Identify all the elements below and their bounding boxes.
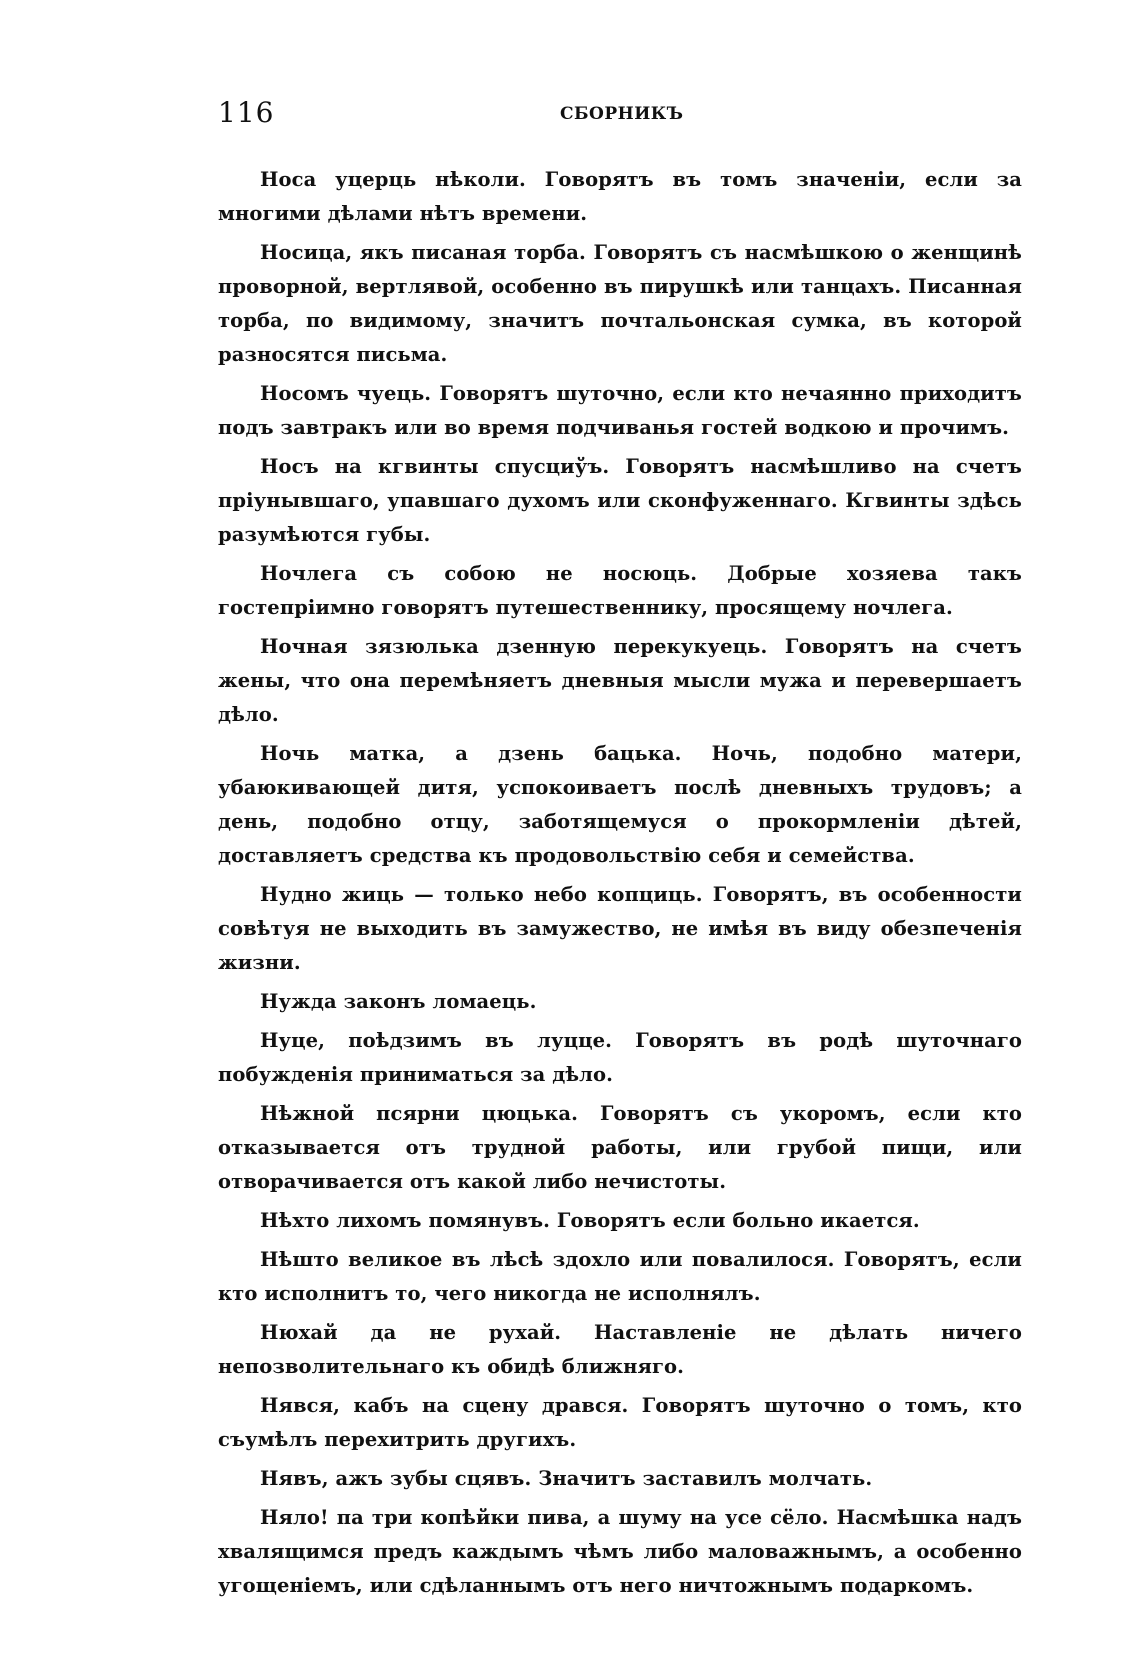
proverb-list <box>218 163 1022 1608</box>
proverb-entry: Ночлега съ собою не носюць. Добрые хозяева такъ гостепріимно говорятъ путешественнику, просящему ночлега. <box>218 562 1022 619</box>
proverb-entry: Нуце, поѣдзимъ въ луцце. Говорятъ въ родѣ шуточнаго побужденія приниматься за дѣло. <box>218 1029 1022 1086</box>
proverb-entry: Няло! па три копѣйки пива, а шуму на усе сёло. Насмѣшка надъ хвалящимся предъ каждымъ чѣмъ либо маловажнымъ, а особенно угощеніемъ, или сдѣланнымъ отъ него ничтожнымъ подаркомъ. <box>218 1506 1022 1597</box>
proverb-entry: Носомъ чуець. Говорятъ шуточно, если кто нечаянно приходитъ подъ завтракъ или во время подчиванья гостей водкою и прочимъ. <box>218 382 1022 439</box>
proverb-entry: Нужда законъ ломаець. <box>260 990 537 1013</box>
proverb-entry: Носъ на кгвинты спусциўъ. Говорятъ насмѣшливо на счетъ пріунывшаго, упавшаго духомъ или сконфуженнаго. Кгвинты здѣсь разумѣются губы. <box>218 455 1022 546</box>
proverb-entry: Нудно жиць — только небо копциць. Говорятъ, въ особенности совѣтуя не выходить въ замужество, не имѣя въ виду обезпеченія жизни. <box>218 883 1022 974</box>
page-number: 116 <box>218 96 275 129</box>
proverb-entry: Нявъ, ажъ зубы сцявъ. Значитъ заставилъ молчать. <box>260 1467 873 1490</box>
proverb-entry: Нѣшто великое въ лѣсѣ здохло или повалилося. Говорятъ, если кто исполнитъ то, чего никогда не исполнялъ. <box>218 1248 1022 1305</box>
page-header <box>218 96 1018 136</box>
proverb-entry: Носица, якъ писаная торба. Говорятъ съ насмѣшкою о женщинѣ проворной, вертлявой, особенно въ пирушкѣ или танцахъ. Писанная торба, по видимому, значитъ почтальонская сумка, въ которой разносятся письма. <box>218 241 1022 366</box>
proverb-entry: Нявся, кабъ на сцену дрався. Говорятъ шуточно о томъ, кто съумѣлъ перехитрить другихъ. <box>218 1394 1022 1451</box>
proverb-entry: Ночь матка, а дзень бацька. Ночь, подобно матери, убаюкивающей дитя, успокоиваетъ послѣ дневныхъ трудовъ; а день, подобно отцу, заботящемуся о прокормленіи дѣтей, доставляетъ средства къ продовольствію себя и семейства. <box>218 742 1022 867</box>
proverb-entry: Носа уцерць нѣколи. Говорятъ въ томъ значеніи, если за многими дѣлами нѣтъ времени. <box>218 168 1022 225</box>
proverb-entry: Нѣжной псярни цюцька. Говорятъ съ укоромъ, если кто отказывается отъ трудной работы, или грубой пищи, или отворачивается отъ какой либо нечистоты. <box>218 1102 1022 1193</box>
proverb-entry: Нюхай да не рухай. Наставленіе не дѣлать ничего непозволительнаго къ обидѣ ближняго. <box>218 1321 1022 1378</box>
proverb-entry: Ночная зязюлька дзенную перекукуець. Говорятъ на счетъ жены, что она перемѣняетъ дневныя мысли мужа и перевершаетъ дѣло. <box>218 635 1022 726</box>
proverb-entry: Нѣхто лихомъ помянувъ. Говорятъ если больно икается. <box>260 1209 920 1232</box>
running-title: СБОРНИКЪ <box>560 104 684 124</box>
